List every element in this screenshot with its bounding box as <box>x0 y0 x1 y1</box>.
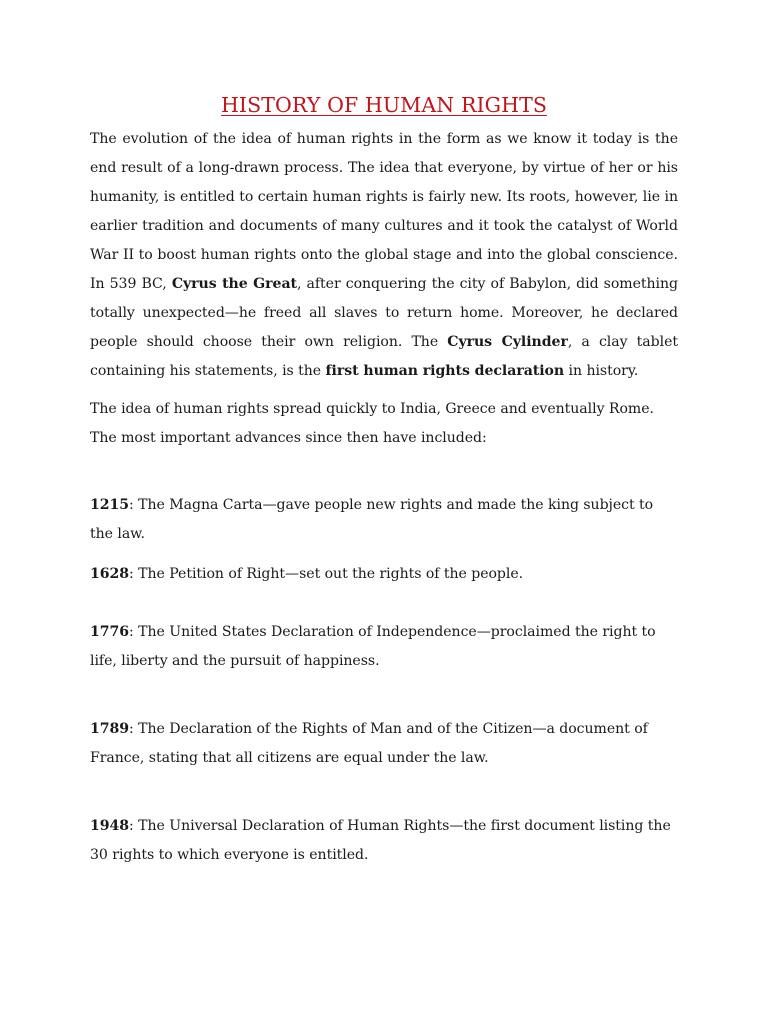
intro-bold-cylinder: Cyrus Cylinder <box>447 334 568 350</box>
intro-text-3: , a clay tablet containing his statements, is the <box>90 334 678 379</box>
intro-bold-cyrus: Cyrus the Great <box>171 276 298 292</box>
milestone-text: : The United States Declaration of Independence—proclaimed the right to life, liberty and the pursuit of happiness. <box>90 624 656 669</box>
document-title: HISTORY OF HUMAN RIGHTS <box>220 93 548 117</box>
milestone-text: : The Magna Carta—gave people new rights and made the king subject to the law. <box>90 497 654 542</box>
intro-paragraph <box>90 125 678 386</box>
intro-text-1: The evolution of the idea of human rights in the form as we know it today is the end result of a long-drawn process. The idea that everyone, by virtue of her or his humanity, is entitled to certain human rights is fairly new. Its roots, however, lie in earlier tradition and documents of many cultures and it took the catalyst of World War II to boost human rights onto the global stage and into the global conscience. In 539 BC, <box>90 131 678 292</box>
intro-text-4: in history. <box>564 363 639 379</box>
milestone-item <box>90 715 678 773</box>
milestone-item <box>90 491 678 549</box>
milestone-item <box>90 618 678 676</box>
milestone-year: 1789 <box>90 721 130 737</box>
milestone-text: : The Universal Declaration of Human Rights—the first document listing the 30 rights to which everyone is entitled. <box>90 818 671 863</box>
milestone-year: 1776 <box>90 624 130 640</box>
milestone-year: 1215 <box>90 497 130 513</box>
intro-bold-declaration: first human rights declaration <box>325 363 565 379</box>
spread-paragraph: The idea of human rights spread quickly to India, Greece and eventually Rome. The most important advances since then have included: <box>90 401 654 446</box>
intro-text-2: , after conquering the city of Babylon, did something totally unexpected—he freed all slaves to return home. Moreover, he declared people should choose their own religion. The <box>90 276 678 350</box>
milestone-year: 1948 <box>90 818 130 834</box>
milestone-item <box>90 812 678 870</box>
milestone-year: 1628 <box>90 566 130 582</box>
milestone-text: : The Declaration of the Rights of Man and of the Citizen—a document of France, stating that all citizens are equal under the law. <box>90 721 648 766</box>
milestone-item <box>90 560 678 589</box>
milestone-text: : The Petition of Right—set out the rights of the people. <box>129 566 524 582</box>
